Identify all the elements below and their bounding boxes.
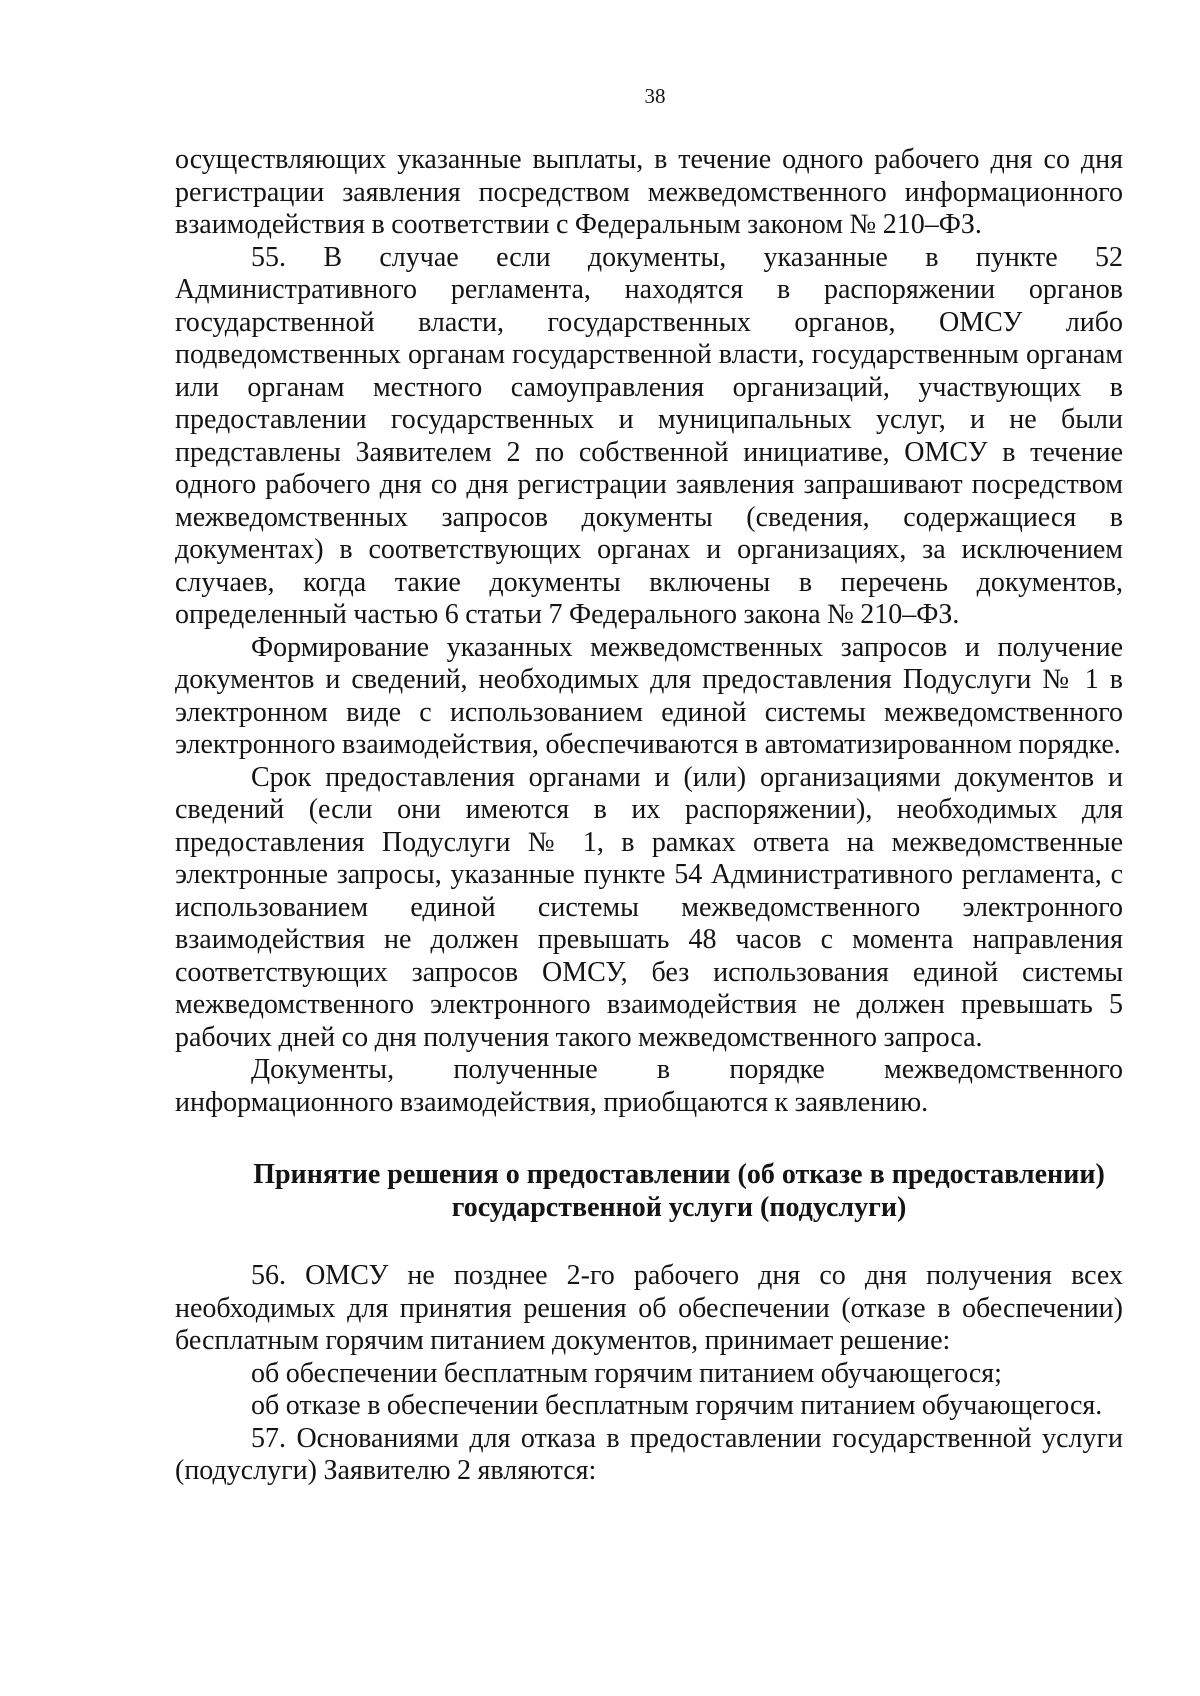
paragraph-requests-formation: Формирование указанных межведомственных запросов и получение документов и сведений, необходимых для предоставления Подуслуги № 1 в электронном виде с использованием единой системы межведомственного электронного взаимодействия, обеспечиваются в автоматизированном порядке. bbox=[175, 631, 1123, 760]
paragraph-documents-attached: Документы, полученные в порядке межведомственного информационного взаимодействия, приобщаются к заявлению. bbox=[175, 1054, 1123, 1118]
decision-option-refuse: об отказе в обеспечении бесплатным горячим питанием обучающегося. bbox=[251, 1390, 1103, 1421]
section-heading-line-2: государственной услуги (подуслуги) bbox=[451, 1191, 907, 1223]
document-body bbox=[175, 144, 1123, 1488]
page-number: 38 bbox=[644, 84, 666, 108]
decision-option-grant: об обеспечении бесплатным горячим питанием обучающегося; bbox=[251, 1357, 1002, 1389]
paragraph-continuation: осуществляющих указанные выплаты, в течение одного рабочего дня со дня регистрации заявления посредством межведомственного информационного взаимодействия в соответствии с Федеральным законом № 210–ФЗ. bbox=[175, 144, 1123, 240]
section-heading bbox=[175, 1159, 1123, 1224]
section-heading-line-1: Принятие решения о предоставлении (об отказе в предоставлении) bbox=[253, 1159, 1105, 1190]
paragraph-item-56: 56. ОМСУ не позднее 2-го рабочего дня со дня получения всех необходимых для принятия решения об обеспечении (отказе в обеспечении) бесплатным горячим питанием документов, принимает решение: bbox=[175, 1260, 1123, 1356]
paragraph-item-57: 57. Основаниями для отказа в предоставлении государственной услуги (подуслуги) Заявителю 2 являются: bbox=[175, 1422, 1123, 1486]
paragraph-item-55: 55. В случае если документы, указанные в пункте 52 Административного регламента, находятся в распоряжении органов государственной власти, государственных органов, ОМСУ либо подведомственных органам государственной власти, государственным органам или органам местного самоуправления организаций, участвующих в предоставлении государственных и муниципальных услуг, и не были представлены Заявителем 2 по собственной инициативе, ОМСУ в течение одного рабочего дня со дня регистрации заявления запрашивают посредством межведомственных запросов документы (сведения, содержащиеся в документах) в соответствующих органах и организациях, за исключением случаев, когда такие документы включены в перечень документов, определенный частью 6 статьи 7 Федерального закона № 210–ФЗ. bbox=[175, 241, 1123, 630]
paragraph-response-deadline: Срок предоставления органами и (или) организациями документов и сведений (если они имеются в их распоряжении), необходимых для предоставления Подуслуги № 1, в рамках ответа на межведомственные электронные запросы, указанные пункте 54 Административного регламента, с использованием единой системы межведомственного электронного взаимодействия не должен превышать 48 часов с момента направления соответствующих запросов ОМСУ, без использования единой системы межведомственного электронного взаимодействия не должен превышать 5 рабочих дней со дня получения такого межведомственного запроса. bbox=[175, 761, 1123, 1053]
